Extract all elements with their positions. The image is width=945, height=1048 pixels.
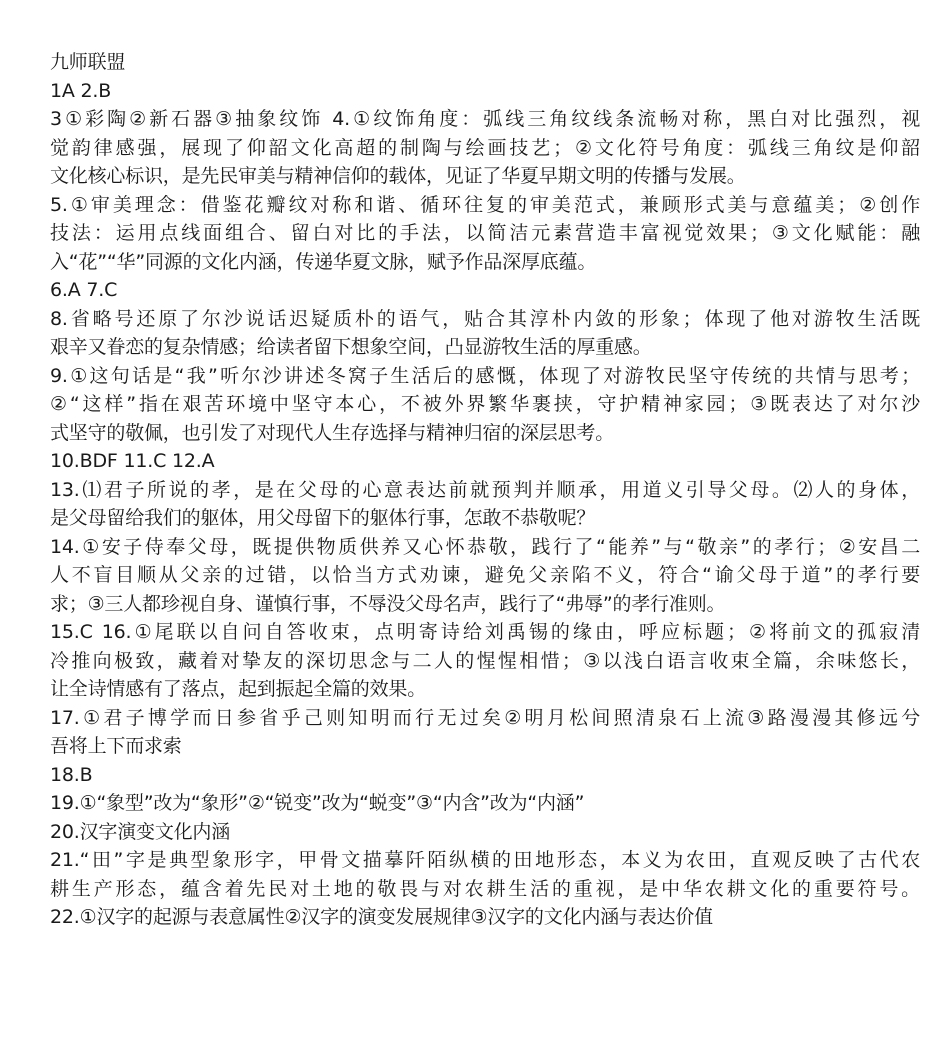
answer-line: 5.①审美理念：借鉴花瓣纹对称和谐、循环往复的审美范式，兼顾形式美与意蕴美；②创作 bbox=[50, 193, 920, 216]
answer-line: 20.汉字演变文化内涵 bbox=[50, 820, 231, 843]
answer-line: 22.①汉字的起源与表意属性②汉字的演变发展规律③汉字的文化内涵与表达价值 bbox=[50, 906, 713, 928]
answer-line: 19.①“象型”改为“象形”②“锐变”改为“蜕变”③“内含”改为“内涵” bbox=[50, 792, 585, 814]
answer-line: 14.①安子侍奉父母，既提供物质供养又心怀恭敬，践行了“能养”与“敬亲”的孝行；②安昌二 bbox=[50, 535, 920, 558]
answer-line: 17.①君子博学而日参省乎己则知明而行无过矣②明月松间照清泉石上流③路漫漫其修远兮 bbox=[50, 706, 920, 729]
answer-line: 式坚守的敬佩，也引发了对现代人生存选择与精神归宿的深层思考。 bbox=[50, 421, 615, 444]
answer-line: 技法：运用点线面组合、留白对比的手法，以简洁元素营造丰富视觉效果；③文化赋能：融 bbox=[50, 222, 920, 244]
answer-line: 8.省略号还原了尔沙说话迟疑质朴的语气，贴合其淳朴内敛的形象；体现了他对游牧生活既 bbox=[50, 307, 920, 330]
answer-key-document bbox=[50, 48, 920, 932]
header-title: 九师联盟 bbox=[50, 51, 126, 73]
answer-line: 21.“田”字是典型象形字，甲骨文描摹阡陌纵横的田地形态，本义为农田，直观反映了古代农 bbox=[50, 849, 920, 871]
answer-line: 让全诗情感有了落点，起到振起全篇的效果。 bbox=[50, 678, 427, 700]
answer-line: ②“这样”指在艰苦环境中坚守本心，不被外界繁华裹挟，守护精神家园；③既表达了对尔沙 bbox=[50, 393, 920, 415]
answer-line: 冷推向极致，藏着对挚友的深切思念与二人的惺惺相惜；③以浅白语言收束全篇，余味悠长， bbox=[50, 649, 920, 672]
answer-line: 6.A 7.C bbox=[50, 279, 118, 301]
answer-line: 10.BDF 11.C 12.A bbox=[50, 450, 215, 472]
answer-line: 15.C 16.①尾联以自问自答收束，点明寄诗给刘禹锡的缘由，呼应标题；②将前文的孤寂清 bbox=[50, 621, 920, 643]
answer-line: 人不盲目顺从父亲的过错，以恰当方式劝谏，避免父亲陷不义，符合“谕父母于道”的孝行要 bbox=[50, 564, 920, 586]
answer-line: 文化核心标识，是先民审美与精神信仰的载体，见证了华夏早期文明的传播与发展。 bbox=[50, 165, 746, 187]
answer-line: 是父母留给我们的躯体，用父母留下的躯体行事，怎敢不恭敬呢？ bbox=[50, 507, 596, 529]
answer-line: 吾将上下而求索 bbox=[50, 735, 182, 757]
answer-line: 18.B bbox=[50, 763, 93, 786]
answer-line: 求；③三人都珍视自身、谨慎行事，不辱没父母名声，践行了“弗辱”的孝行准则。 bbox=[50, 592, 726, 615]
answer-line: 入“花”“华”同源的文化内涵，传递华夏文脉，赋予作品深厚底蕴。 bbox=[50, 250, 597, 273]
answer-line: 觉韵律感强，展现了仰韶文化高超的制陶与绘画技艺；②文化符号角度：弧线三角纹是仰韶 bbox=[50, 136, 920, 159]
answer-line: 3①彩陶②新石器③抽象纹饰 4.①纹饰角度：弧线三角纹线条流畅对称，黑白对比强烈，视 bbox=[50, 108, 920, 130]
answer-line: 13.⑴君子所说的孝，是在父母的心意表达前就预判并顺承，用道义引导父母。⑵人的身体， bbox=[50, 478, 920, 501]
answer-line: 1A 2.B bbox=[50, 79, 112, 102]
answer-line: 9.①这句话是“我”听尔沙讲述冬窝子生活后的感慨，体现了对游牧民坚守传统的共情与思考； bbox=[50, 364, 920, 387]
answer-line: 耕生产形态，蕴含着先民对土地的敬畏与对农耕生活的重视，是中华农耕文化的重要符号。 bbox=[50, 877, 920, 900]
answer-line: 艰辛又眷恋的复杂情感；给读者留下想象空间，凸显游牧生活的厚重感。 bbox=[50, 336, 652, 358]
